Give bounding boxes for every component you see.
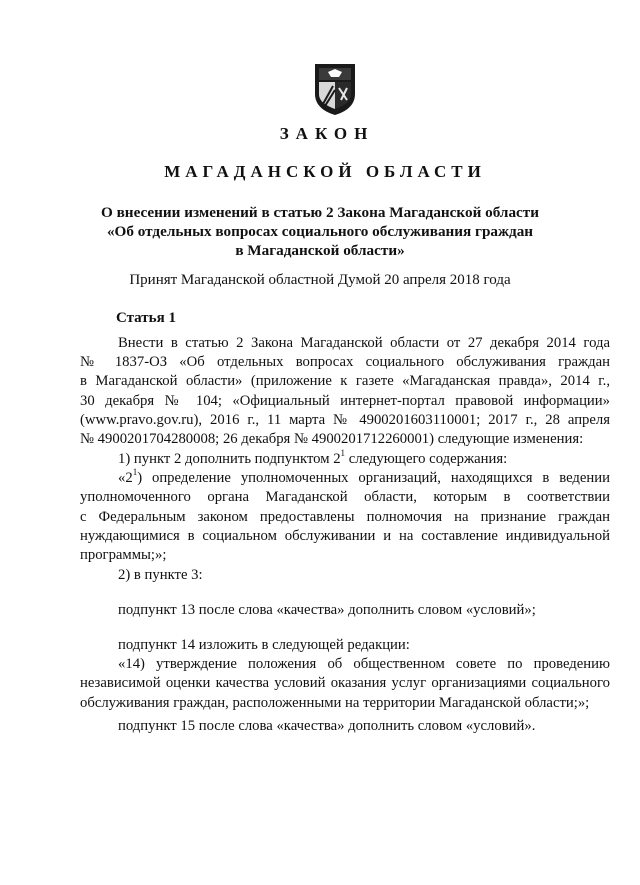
item-1-lead	[80, 450, 610, 469]
subitem-15	[80, 717, 610, 736]
document-title: ЗАКОН	[279, 124, 375, 143]
adoption-note: Принят Магаданской областной Думой 20 апреля 2018 года	[129, 272, 511, 288]
paragraph-line: обслуживания граждан, расположенными на территории Магаданской области;»;	[80, 694, 590, 711]
coat-of-arms-emblem	[309, 60, 361, 116]
subtitle-line: О внесении изменений в статью 2 Закона Магаданской области	[101, 204, 539, 221]
paragraph-line: 30 декабря № 104; «Официальный интернет-портал правовой информации»	[80, 392, 610, 409]
superscript: 1	[340, 448, 346, 459]
paragraph-line: № 4900201704280008; 26 декабря № 4900201712260001) следующие изменения:	[80, 430, 584, 447]
paragraph-line: независимой оценки качества условий оказания услуг организациями социального	[80, 675, 610, 692]
paragraph-line: «14) утверждение положения об общественном совете по проведению	[118, 656, 610, 673]
quote-text: «2	[118, 470, 133, 487]
paragraph-line: в Магаданской области» (приложение к газете «Магаданская правда», 2014 г.,	[80, 373, 610, 390]
region-title: МАГАДАНСКОЙ ОБЛАСТИ	[164, 162, 486, 181]
item-1-paragraph	[80, 450, 610, 565]
paragraph-line: подпункт 15 после слова «качества» дополнить словом «условий».	[118, 718, 536, 734]
subitem-13	[80, 601, 610, 620]
quote-text: ) определение уполномоченных организаций, находящихся в ведении	[137, 470, 610, 487]
paragraph-line: 2) в пункте 3:	[118, 567, 203, 583]
paragraph-line: программы;»;	[80, 546, 167, 563]
paragraph-line: с Федеральным законом предоставлены полномочия на признание граждан	[80, 508, 610, 525]
subitem-14	[80, 636, 610, 713]
article-heading: Статья 1	[116, 310, 176, 326]
subtitle-line: «Об отдельных вопросах социального обслуживания граждан	[106, 223, 534, 240]
lead-text: 1) пункт 2 дополнить подпунктом 2	[118, 451, 341, 467]
lead-text: следующего содержания:	[345, 451, 508, 467]
paragraph-line: подпункт 13 после слова «качества» дополнить словом «условий»;	[118, 602, 536, 618]
paragraph-line: № 1837-ОЗ «Об отдельных вопросах социального обслуживания граждан	[80, 354, 610, 371]
paragraph-line: Внести в статью 2 Закона Магаданской области от 27 декабря 2014 года	[118, 335, 610, 351]
paragraph-line: (www.pravo.gov.ru), 2016 г., 11 марта № 4900201603110001; 2017 г., 28 апреля	[80, 411, 610, 428]
law-subtitle	[0, 203, 640, 260]
subtitle-line: в Магаданской области»	[235, 242, 405, 259]
superscript: 1	[132, 467, 138, 478]
paragraph-line: подпункт 14 изложить в следующей редакции:	[118, 637, 410, 653]
paragraph-line: нуждающимися в социальном обслуживании и на составление индивидуальной	[80, 527, 610, 544]
item-2-lead	[80, 566, 610, 585]
quote-line	[80, 469, 610, 488]
intro-paragraph	[80, 334, 610, 449]
paragraph-line: уполномоченного органа Магаданской области, которым в соответствии	[80, 489, 610, 506]
